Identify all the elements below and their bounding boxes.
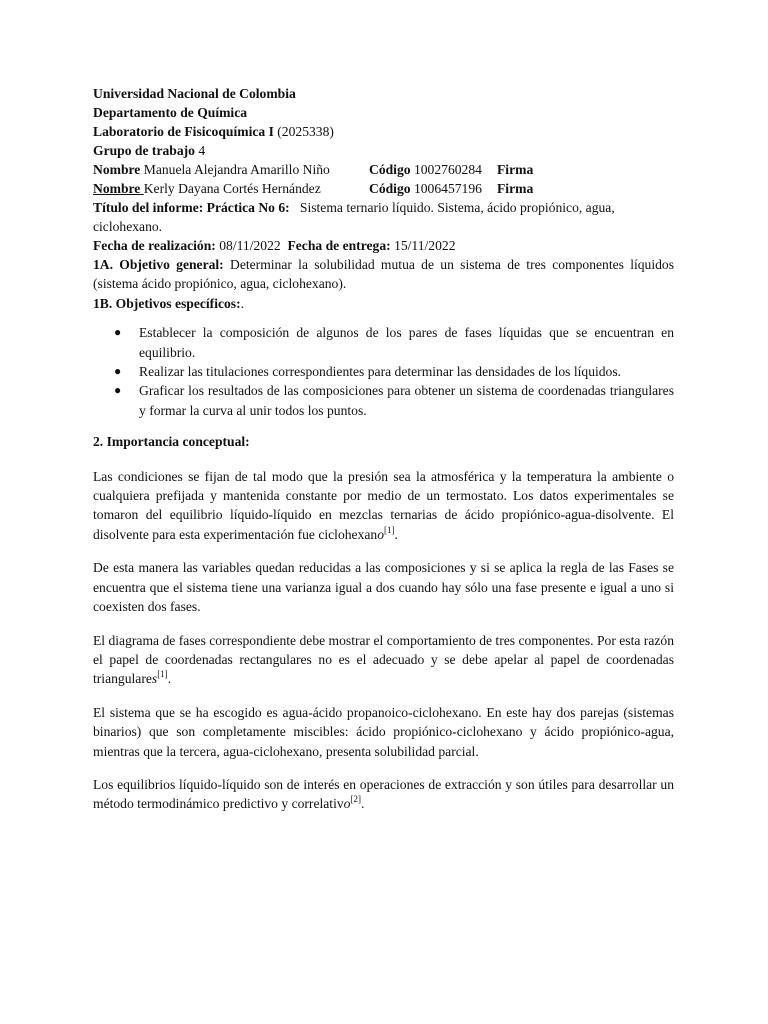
delivery-value: 15/11/2022 [394,238,456,253]
general-objective-label: 1A. Objetivo general: [93,257,224,272]
specific-objectives-list [93,323,674,420]
citation: [1] [384,524,395,535]
general-objective [93,255,674,294]
lab-label: Laboratorio de Fisicoquímica I [93,124,274,139]
signature-label: Firma [497,162,534,177]
student-code: 1002760284 [413,162,482,177]
section-heading: 2. Importancia conceptual: [93,434,250,450]
lab-line [93,122,674,141]
student-code: 1006457196 [413,181,482,196]
paragraph-4: El sistema que se ha escogido es agua-ácido propanoico-ciclohexano. En este hay dos parejas (sistemas binarios) que son completamente miscibles: ácido propiónico-ciclohexano y ácido propiónico-agua, mientras que la tercera, agua-ciclohexano, presenta solubilidad parcial. [93,704,674,759]
group-line [93,141,674,160]
list-item: ● Establecer la composición de algunos de los pares de fases líquidas que se encuentran en equilibrio. [114,325,674,360]
delivery-label: Fecha de entrega: [287,238,391,253]
specific-objectives-heading: 1B. Objetivos específicos:. [93,295,245,311]
paragraph-2: De esta manera las variables quedan reducidas a las composiciones y si se aplica la regla de las Fases se encuentra que el sistema tiene una varianza igual a dos cuando hay sólo una fase presente e igual a uno si coexisten dos fases. [93,560,674,615]
university-line: Universidad Nacional de Colombia [93,86,296,101]
dates-line [93,236,674,255]
name-label: Nombre [93,162,141,177]
list-item: ● Realizar las titulaciones correspondientes para determinar las densidades de los líquidos. [93,362,674,381]
department-line: Departamento de Química [93,105,248,120]
code-label: Código [369,162,411,177]
lab-code: (2025338) [277,124,334,139]
list-item: ● Graficar los resultados de las composiciones para obtener un sistema de coordenadas triangulares y formar la curva al unir todos los puntos. [114,383,674,418]
student-line-2 [93,179,674,198]
code-label: Código [369,181,411,196]
report-title [93,198,674,236]
student-name: Manuela Alejandra Amarillo Niño [143,162,330,177]
paragraph-3: El diagrama de fases correspondiente debe mostrar el comportamiento de tres componentes. Por esta razón el papel de coordenadas rectangulares no es el adecuado y se debe apelar al papel de coordenadas triangulares[1]. [93,632,674,687]
report-title-label: Título del informe: Práctica No 6: [93,200,290,215]
bullet-icon: ● [114,325,122,340]
group-label: Grupo de trabajo [93,143,195,158]
paragraph-5: Los equilibrios líquido-líquido son de interés en operaciones de extracción y son útiles para desarrollar un método termodinámico predictivo y correlativo[2]. [93,776,674,812]
report-title-value: Sistema ternario líquido. Sistema, ácido propiónico, agua, ciclohexano. [93,200,615,234]
citation: [1] [157,669,168,680]
paragraph-1: Las condiciones se fijan de tal modo que la presión sea la atmosférica y la temperatura la ambiente o cualquiera prefijada y mantenida constante por medio de un termostato. Los datos experimentales se tomaron del equilibrio líquido-líquido en mezclas ternarias de ácido propiónico-agua-disolvente. El disolvente para esta experimentación fue ciclohexano[1]. [93,468,674,542]
student-line-1 [93,160,674,179]
document-content [93,84,674,814]
name-label: Nombre [93,181,141,196]
bullet-icon: ● [114,383,122,398]
general-objective-text: Determinar la solubilidad mutua de un sistema de tres componentes líquidos (sistema ácido propiónico, agua, ciclohexano). [93,257,674,292]
student-name: Kerly Dayana Cortés Hernández [143,181,321,196]
group-value: 4 [198,143,206,158]
date-label: Fecha de realización: [93,238,216,253]
citation: [2] [350,794,361,805]
date-value: 08/11/2022 [219,238,281,253]
signature-label: Firma [497,181,534,196]
bullet-icon: ● [114,364,122,379]
